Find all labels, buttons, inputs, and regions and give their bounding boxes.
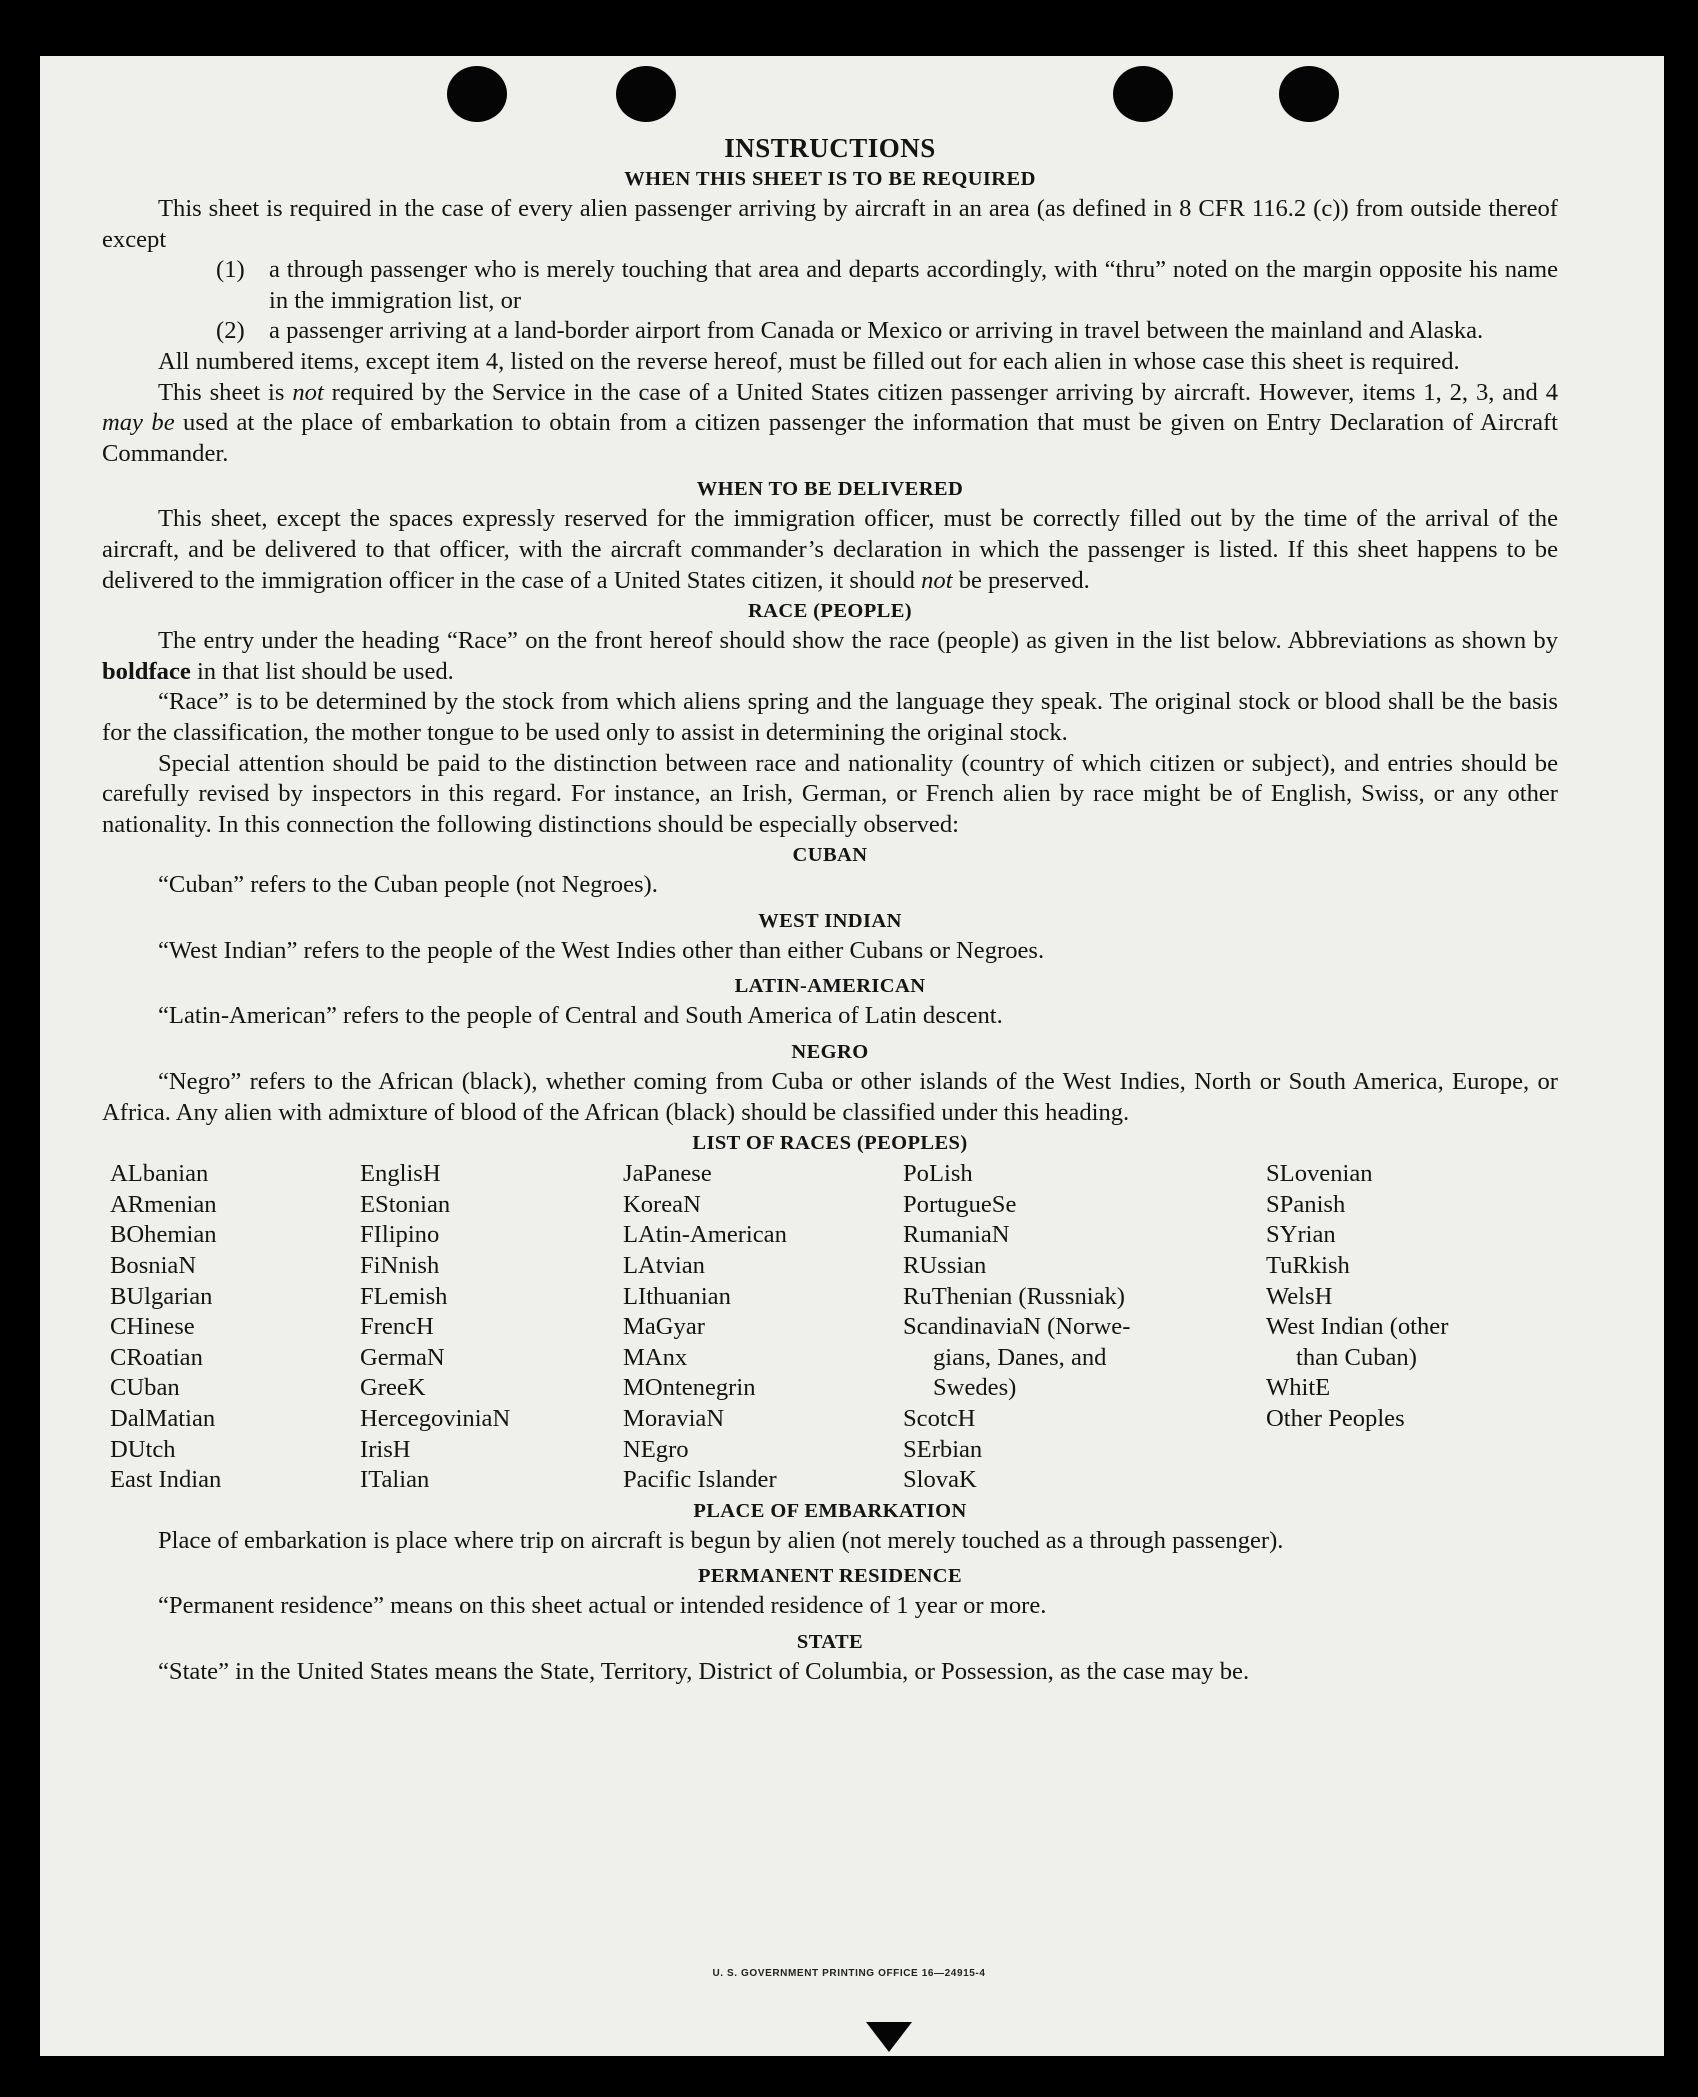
race-item: LIthuanian: [623, 1282, 731, 1310]
race-item: RUssian: [903, 1252, 987, 1280]
race-item: MoraviaN: [623, 1405, 725, 1432]
race-item: LAtvian: [623, 1252, 705, 1280]
race-item: East Indian: [110, 1466, 222, 1494]
numbered-items-paragraph: All numbered items, except item 4, listed on the reverse hereof, must be filled out for each alien in whose case this sheet is required.: [158, 347, 1460, 375]
races-column: [903, 1159, 1266, 1496]
text-run: required by the Service in the case of a United States citizen passenger arriving by aircraft. However, items 1, 2, 3, and 4: [323, 378, 1558, 406]
race-item: PoLish: [903, 1160, 973, 1188]
race-item: IrisH: [360, 1435, 411, 1463]
item-text: a through passenger who is merely touching that area and departs accordingly, with “thru” noted on the margin opposite his name in the immigration list, or: [269, 256, 1558, 314]
race-item: SPanish: [1266, 1190, 1346, 1218]
race-item: TuRkish: [1266, 1252, 1350, 1280]
exception-item: [216, 316, 1558, 347]
delivered-paragraph: [102, 504, 1558, 596]
text-run: This sheet, except the spaces expressly reserved for the immigration officer, must be correctly filled out by the time of the arrival of the aircraft, and be delivered to that officer, with the aircraft commander’s declaration in which the passenger is listed. If this sheet happens to be delivered to the immigration officer in the case of a United States citizen, it should: [102, 505, 1558, 594]
race-item: ScandinaviaN (Norwe-: [903, 1313, 1131, 1341]
race-item: CHinese: [110, 1313, 195, 1341]
item-text: a passenger arriving at a land-border airport from Canada or Mexico or arriving in travel between the mainland and Alaska.: [269, 317, 1484, 345]
page-title: INSTRUCTIONS: [724, 133, 936, 163]
item-number: (2): [216, 317, 245, 345]
race-item: LAtin-American: [623, 1221, 787, 1249]
text-run: in that list should be used.: [190, 657, 454, 685]
race-item: West Indian (other: [1266, 1313, 1449, 1341]
emphasis: may be: [102, 409, 175, 437]
race-item: GermaN: [360, 1343, 445, 1371]
race-item: ITalian: [360, 1466, 430, 1494]
race-item: FLemish: [360, 1282, 448, 1310]
race-item: ALbanian: [110, 1160, 209, 1188]
punch-hole: [447, 66, 507, 122]
race-item: JaPanese: [623, 1160, 712, 1188]
race-item: Pacific Islander: [623, 1466, 777, 1494]
text-run: used at the place of embarkation to obtain from a citizen passenger the information that must be given on Entry Declaration of Aircraft Commander.: [102, 409, 1559, 467]
bold-text: boldface: [102, 657, 191, 685]
item-number: (1): [216, 256, 245, 284]
cuban-text: “Cuban” refers to the Cuban people (not Negroes).: [158, 871, 658, 899]
race-item: ARmenian: [110, 1190, 217, 1218]
binding-notch: [866, 2022, 912, 2052]
race-item: FIlipino: [360, 1221, 440, 1249]
races-column: [360, 1159, 623, 1496]
instructions-content: [102, 130, 1558, 1688]
races-column: [102, 1159, 360, 1496]
required-intro: This sheet is required in the case of every alien passenger arriving by aircraft in an area (as defined in 8 CFR 116.2 (c)) from outside thereof except: [102, 195, 1558, 253]
heading-cuban: CUBAN: [792, 844, 868, 867]
race-item: SLovenian: [1266, 1160, 1373, 1188]
race-item: HercegoviniaN: [360, 1405, 511, 1432]
race-item-continued: than Cuban): [1296, 1343, 1417, 1371]
state-text: “State” in the United States means the State, Territory, District of Columbia, or Possession, as the case may be.: [158, 1657, 1250, 1685]
section-heading-delivered: WHEN TO BE DELIVERED: [696, 478, 964, 501]
race-item: BosniaN: [110, 1252, 197, 1280]
race-item: SYrian: [1266, 1221, 1336, 1249]
race-item: RuThenian (Russniak): [903, 1282, 1125, 1310]
race-item: BUlgarian: [110, 1282, 213, 1310]
race-paragraph: [102, 626, 1558, 687]
race-item: FrencH: [360, 1313, 434, 1341]
west-indian-text: “West Indian” refers to the people of the West Indies other than either Cubans or Negroes.: [158, 936, 1045, 964]
races-column: [1266, 1159, 1558, 1496]
punch-hole: [1113, 66, 1173, 122]
punch-hole: [1279, 66, 1339, 122]
race-item: KoreaN: [623, 1190, 701, 1218]
race-item: MaGyar: [623, 1313, 705, 1341]
race-item: GreeK: [360, 1374, 426, 1402]
races-list: [102, 1159, 1558, 1496]
exception-item: [216, 255, 1558, 316]
heading-latin-american: LATIN-AMERICAN: [734, 975, 926, 998]
citizen-paragraph: [102, 378, 1558, 470]
permanent-residence-text: “Permanent residence” means on this sheet actual or intended residence of 1 year or more.: [158, 1592, 1047, 1620]
heading-west-indian: WEST INDIAN: [758, 909, 902, 932]
race-item: Other Peoples: [1266, 1405, 1405, 1432]
section-heading-required: WHEN THIS SHEET IS TO BE REQUIRED: [624, 168, 1036, 190]
punch-hole: [616, 66, 676, 122]
race-item: ScotcH: [903, 1405, 976, 1432]
embarkation-text: Place of embarkation is place where trip on aircraft is begun by alien (not merely touched as a through passenger).: [158, 1526, 1284, 1554]
text-run: be preserved.: [952, 566, 1090, 594]
race-nationality-paragraph: Special attention should be paid to the distinction between race and nationality (country of which citizen or subject), and entries should be carefully revised by inspectors in this regard. For instance, an Irish, German, or French alien by race might be of English, Swiss, or any other nationality. In this connection the following distinctions should be especially observed:: [102, 749, 1558, 838]
emphasis: not: [921, 566, 953, 594]
race-item: EStonian: [360, 1190, 451, 1218]
heading-permanent-residence: PERMANENT RESIDENCE: [697, 1565, 963, 1588]
race-item: SErbian: [903, 1435, 983, 1463]
race-item: NEgro: [623, 1435, 689, 1463]
race-item: SlovaK: [903, 1466, 977, 1494]
section-heading-race: RACE (PEOPLE): [747, 600, 913, 623]
race-item: EnglisH: [360, 1160, 441, 1188]
emphasis: not: [292, 378, 324, 406]
race-item: MOntenegrin: [623, 1374, 756, 1402]
races-column: [623, 1159, 903, 1496]
race-item: DalMatian: [110, 1405, 216, 1432]
race-item-continued: gians, Danes, and: [933, 1343, 1107, 1371]
heading-negro: NEGRO: [791, 1041, 869, 1064]
race-item: CUban: [110, 1374, 180, 1402]
text-run: This sheet is: [158, 378, 293, 406]
heading-embarkation: PLACE OF EMBARKATION: [693, 1499, 967, 1522]
latin-american-text: “Latin-American” refers to the people of Central and South America of Latin descent.: [158, 1002, 1003, 1030]
race-item: RumaniaN: [903, 1221, 1010, 1249]
race-item: DUtch: [110, 1435, 176, 1463]
race-item: WhitE: [1266, 1374, 1331, 1402]
race-item: MAnx: [623, 1343, 688, 1371]
race-item: FiNnish: [360, 1252, 440, 1280]
race-item-continued: Swedes): [933, 1374, 1017, 1402]
race-item: BOhemian: [110, 1221, 217, 1249]
negro-text: “Negro” refers to the African (black), whether coming from Cuba or other islands of the West Indies, North or South America, Europe, or Africa. Any alien with admixture of blood of the African (black) should be classified under this heading.: [102, 1068, 1558, 1126]
race-item: PortugueSe: [903, 1190, 1017, 1218]
race-item: WelsH: [1266, 1282, 1333, 1310]
text-run: The entry under the heading “Race” on the front hereof should show the race (people) as given in the list below. Abbreviations as shown by: [158, 627, 1558, 655]
heading-list-of-races: LIST OF RACES (PEOPLES): [692, 1132, 968, 1155]
race-stock-paragraph: “Race” is to be determined by the stock from which aliens spring and the language they speak. The original stock or blood shall be the basis for the classification, the mother tongue to be used only to assist in determining the original stock.: [102, 688, 1558, 746]
printing-office-imprint: U. S. GOVERNMENT PRINTING OFFICE 16—24915-4: [712, 1968, 986, 1979]
heading-state: STATE: [796, 1630, 864, 1653]
race-item: CRoatian: [110, 1343, 203, 1371]
